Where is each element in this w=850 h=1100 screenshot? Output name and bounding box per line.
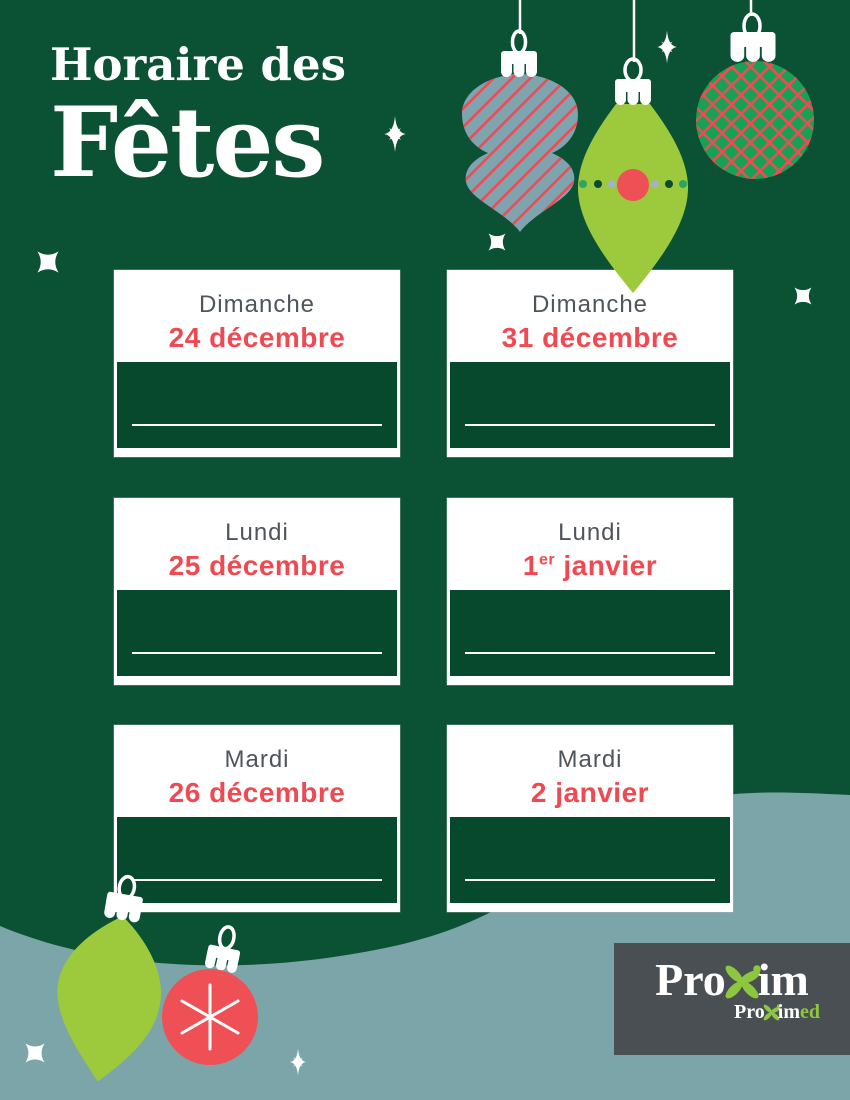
date-main: 26 décembre [168,777,346,808]
proxim-x-icon [722,962,762,1002]
card-day-label: Mardi [557,746,623,773]
title-line-2: Fêtes [50,86,324,199]
date-superscript: er [538,551,556,569]
teardrop-ornament-icon [578,59,688,293]
sub-text-mid: im [777,1001,800,1023]
x-sparkle-icon [786,279,820,313]
x-sparkle-icon [480,225,514,259]
bottom-teardrop-ornament-icon [43,868,181,1090]
sub-text-suffix: ed [800,1001,820,1023]
date-main: 25 décembre [168,550,346,581]
sparkle-icon [383,116,407,152]
plaid-ball-ornament-icon [696,14,814,179]
proxim-logo-box [614,943,850,1055]
date-end: janvier [555,550,658,581]
brand-text-post: im [757,954,809,1005]
proxim-logo [614,954,850,1005]
sub-text-pre: Pro [734,1001,765,1023]
x-sparkle-icon [16,1034,54,1072]
ornament-strings [520,0,751,62]
sparkle-icon [289,1049,307,1076]
card-day-label: Dimanche [198,291,316,318]
date-main: 24 décembre [168,322,346,353]
brand-text-pre: Pro [655,954,726,1005]
title-line-1: Horaire des [50,38,346,91]
card-day-label: Lundi [225,519,289,546]
card-day-label: Lundi [558,519,622,546]
x-sparkle-icon [27,241,69,283]
sparkle-icon [656,31,678,64]
card-day-label: Mardi [224,746,290,773]
date-main: 1 [522,550,539,581]
date-main: 31 décembre [501,322,679,353]
red-ball-ornament-icon [162,924,258,1065]
card-day-label: Dimanche [531,291,649,318]
striped-ornament-icon [440,31,600,250]
date-main: 2 janvier [530,777,650,808]
